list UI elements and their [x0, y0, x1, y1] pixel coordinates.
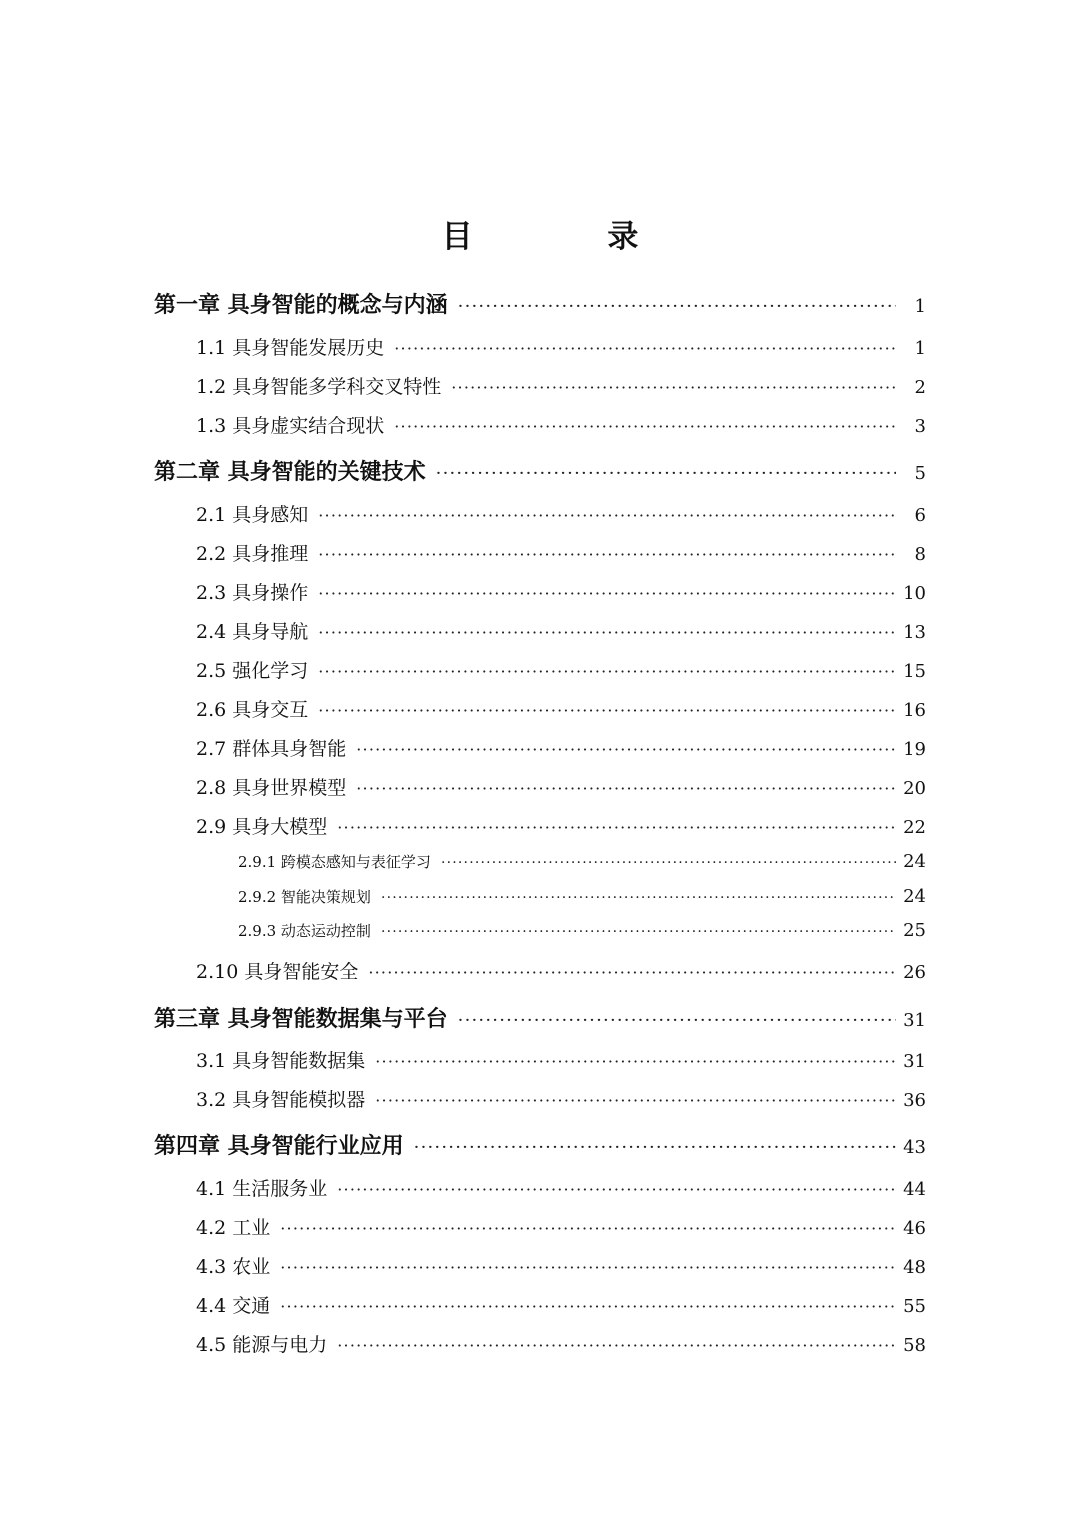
toc-entry-label: 第二章 具身智能的关键技术	[154, 460, 426, 485]
toc-section-entry	[196, 1330, 926, 1357]
toc-entry-label: 2.9.2 智能决策规划	[238, 888, 371, 906]
toc-dot-leader	[381, 924, 896, 940]
toc-dot-leader	[337, 818, 896, 837]
toc-section-entry	[196, 1085, 926, 1112]
toc-dot-leader	[458, 1010, 896, 1031]
toc-entry-label: 2.2 具身推理	[196, 543, 309, 565]
toc-entry-label: 2.4 具身导航	[196, 621, 309, 643]
toc-subsection-entry	[238, 851, 926, 872]
toc-dot-leader	[441, 855, 896, 871]
toc-dot-leader	[280, 1297, 896, 1316]
toc-dot-leader	[368, 963, 896, 982]
toc-page-number: 31	[903, 1010, 926, 1031]
toc-section-entry	[196, 1213, 926, 1240]
toc-entry-label: 2.9.3 动态运动控制	[238, 922, 371, 940]
toc-page-number: 26	[903, 962, 926, 983]
toc-entry-label: 4.4 交通	[196, 1295, 271, 1317]
toc-chapter-entry	[154, 1129, 926, 1160]
toc-page-number: 16	[903, 700, 926, 721]
toc-page-number: 24	[903, 886, 926, 907]
toc-entry-label: 第一章 具身智能的概念与内涵	[154, 293, 448, 318]
toc-page-number: 19	[903, 739, 926, 760]
toc-page-number: 1	[914, 296, 926, 317]
toc-page-number: 2	[914, 377, 926, 398]
toc-chapter-entry	[154, 455, 926, 486]
toc-section-entry	[196, 617, 926, 644]
toc-page-number: 1	[914, 338, 926, 359]
toc-page-number: 44	[903, 1179, 926, 1200]
toc-page-number: 3	[914, 416, 926, 437]
toc-dot-leader	[356, 779, 896, 798]
toc-title: 目 录	[441, 219, 701, 255]
toc-section-entry	[196, 372, 926, 399]
toc-dot-leader	[375, 1052, 896, 1071]
toc-entry-label: 2.8 具身世界模型	[196, 777, 347, 799]
toc-entry-label: 2.7 群体具身智能	[196, 738, 347, 760]
toc-page-number: 31	[903, 1051, 926, 1072]
toc-page-number: 10	[903, 583, 926, 604]
toc-entry-label: 4.1 生活服务业	[196, 1178, 328, 1200]
toc-section-entry	[196, 1174, 926, 1201]
toc-dot-leader	[375, 1091, 896, 1110]
toc-dot-leader	[356, 740, 896, 759]
toc-dot-leader	[381, 890, 896, 906]
toc-dot-leader	[451, 378, 896, 397]
toc-dot-leader	[337, 1336, 896, 1355]
toc-page-number: 20	[903, 778, 926, 799]
toc-page-number: 13	[903, 622, 926, 643]
toc-entry-label: 2.3 具身操作	[196, 582, 309, 604]
toc-section-entry	[196, 500, 926, 527]
toc-subsection-entry	[238, 920, 926, 941]
toc-section-entry	[196, 695, 926, 722]
toc-entry-label: 3.2 具身智能模拟器	[196, 1089, 366, 1111]
toc-page-number: 22	[903, 817, 926, 838]
toc-dot-leader	[318, 623, 896, 642]
toc-subsection-entry	[238, 886, 926, 907]
toc-page-number: 48	[903, 1257, 926, 1278]
toc-entry-label: 4.2 工业	[196, 1217, 271, 1239]
toc-section-entry	[196, 957, 926, 984]
toc-section-entry	[196, 773, 926, 800]
toc-dot-leader	[414, 1137, 896, 1158]
toc-entry-label: 1.3 具身虚实结合现状	[196, 415, 385, 437]
toc-section-entry	[196, 656, 926, 683]
toc-entry-label: 4.5 能源与电力	[196, 1334, 328, 1356]
toc-page-number: 46	[903, 1218, 926, 1239]
toc-dot-leader	[318, 545, 896, 564]
toc-section-entry	[196, 812, 926, 839]
toc-dot-leader	[337, 1180, 896, 1199]
toc-section-entry	[196, 539, 926, 566]
toc-dot-leader	[318, 662, 896, 681]
toc-entry-label: 第四章 具身智能行业应用	[154, 1134, 404, 1159]
toc-entry-label: 2.6 具身交互	[196, 699, 309, 721]
toc-dot-leader	[318, 584, 896, 603]
toc-dot-leader	[394, 339, 896, 358]
toc-page-number: 43	[903, 1137, 926, 1158]
toc-page-number: 55	[903, 1296, 926, 1317]
toc-dot-leader	[436, 463, 896, 484]
toc-section-entry	[196, 333, 926, 360]
toc-dot-leader	[318, 506, 896, 525]
toc-section-entry	[196, 1291, 926, 1318]
toc-entry-label: 2.9.1 跨模态感知与表征学习	[238, 853, 431, 871]
toc-entry-label: 1.2 具身智能多学科交叉特性	[196, 376, 442, 398]
toc-dot-leader	[280, 1258, 896, 1277]
toc-page-number: 6	[914, 505, 926, 526]
toc-dot-leader	[458, 296, 896, 317]
toc-page-number: 58	[903, 1335, 926, 1356]
toc-page-number: 24	[903, 851, 926, 872]
toc-section-entry	[196, 1046, 926, 1073]
toc-section-entry	[196, 1252, 926, 1279]
toc-entry-label: 4.3 农业	[196, 1256, 271, 1278]
toc-entry-label: 2.5 强化学习	[196, 660, 309, 682]
toc-section-entry	[196, 734, 926, 761]
toc-entry-label: 2.1 具身感知	[196, 504, 309, 526]
toc-page-number: 36	[903, 1090, 926, 1111]
toc-dot-leader	[394, 417, 896, 436]
toc-entry-label: 2.9 具身大模型	[196, 816, 328, 838]
toc-dot-leader	[318, 701, 896, 720]
toc-page-number: 15	[903, 661, 926, 682]
toc-entry-label: 第三章 具身智能数据集与平台	[154, 1007, 448, 1032]
toc-chapter-entry	[154, 1002, 926, 1033]
toc-page-number: 5	[914, 463, 926, 484]
toc-section-entry	[196, 578, 926, 605]
toc-entry-label: 3.1 具身智能数据集	[196, 1050, 366, 1072]
toc-entry-label: 1.1 具身智能发展历史	[196, 337, 385, 359]
toc-section-entry	[196, 411, 926, 438]
toc-entry-label: 2.10 具身智能安全	[196, 961, 359, 983]
toc-page-number: 25	[903, 920, 926, 941]
toc-page-number: 8	[914, 544, 926, 565]
toc-chapter-entry	[154, 288, 926, 319]
toc-dot-leader	[280, 1219, 896, 1238]
